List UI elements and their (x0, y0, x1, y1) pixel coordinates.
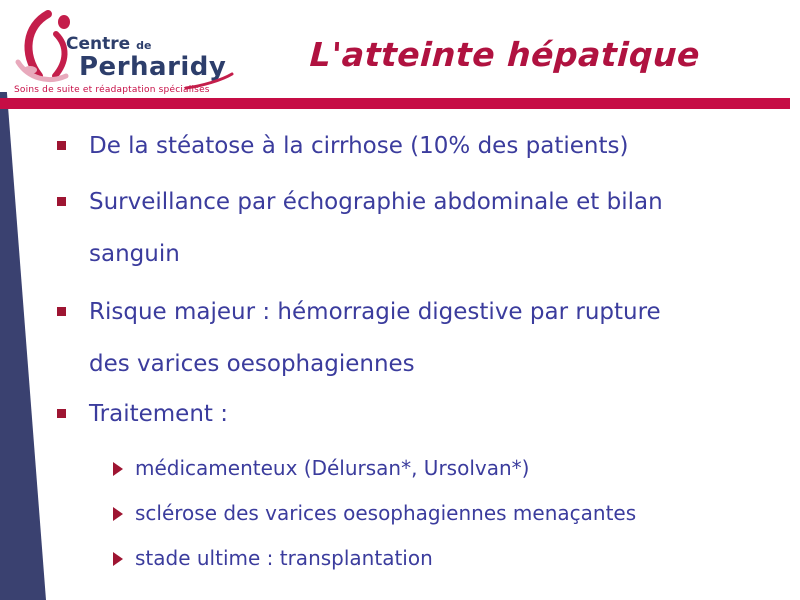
sub-bullet-list (55, 446, 785, 581)
square-bullet-icon (57, 141, 66, 150)
square-bullet-icon (57, 197, 66, 206)
bullet-text: De la stéatose à la cirrhose (10% des patients) (89, 133, 629, 159)
sub-bullet-item (55, 446, 785, 491)
slide-header (0, 0, 800, 98)
bullet-item (55, 120, 785, 172)
arrow-bullet-icon (113, 462, 123, 476)
sub-bullet-item (55, 491, 785, 536)
sub-bullet-item (55, 536, 785, 581)
bullet-text-wrap: sanguin (89, 241, 180, 267)
header-divider-bar (0, 98, 790, 109)
logo-tagline: Soins de suite et réadaptation spécialisés (14, 85, 210, 95)
square-bullet-icon (57, 307, 66, 316)
centre-perharidy-logo (6, 4, 236, 96)
square-bullet-icon (57, 409, 66, 418)
bullet-item (55, 286, 785, 390)
slide-title: L'atteinte hépatique (308, 34, 702, 74)
bullet-text: Risque majeur : hémorragie digestive par rupture (89, 299, 661, 325)
bullet-text-wrap: des varices oesophagiennes (89, 351, 415, 377)
arrow-bullet-icon (113, 552, 123, 566)
sub-bullet-text: stade ultime : transplantation (135, 546, 433, 570)
bullet-text: Surveillance par échographie abdominale et bilan (89, 189, 663, 215)
bullet-item (55, 176, 785, 280)
sub-bullet-text: sclérose des varices oesophagiennes menaçantes (135, 501, 637, 525)
logo-brand-line1: Centre (66, 34, 131, 54)
bullet-text: Traitement : (89, 401, 228, 427)
bullet-item (55, 388, 785, 440)
sub-bullet-text: médicamenteux (Délursan*, Ursolvan*) (135, 456, 530, 480)
logo-brand-line1-small: de (136, 39, 152, 52)
logo-brand-line2: Perharidy (79, 52, 227, 82)
slide-body (55, 120, 785, 581)
slanted-sidebar-decoration (0, 92, 46, 600)
arrow-bullet-icon (113, 507, 123, 521)
